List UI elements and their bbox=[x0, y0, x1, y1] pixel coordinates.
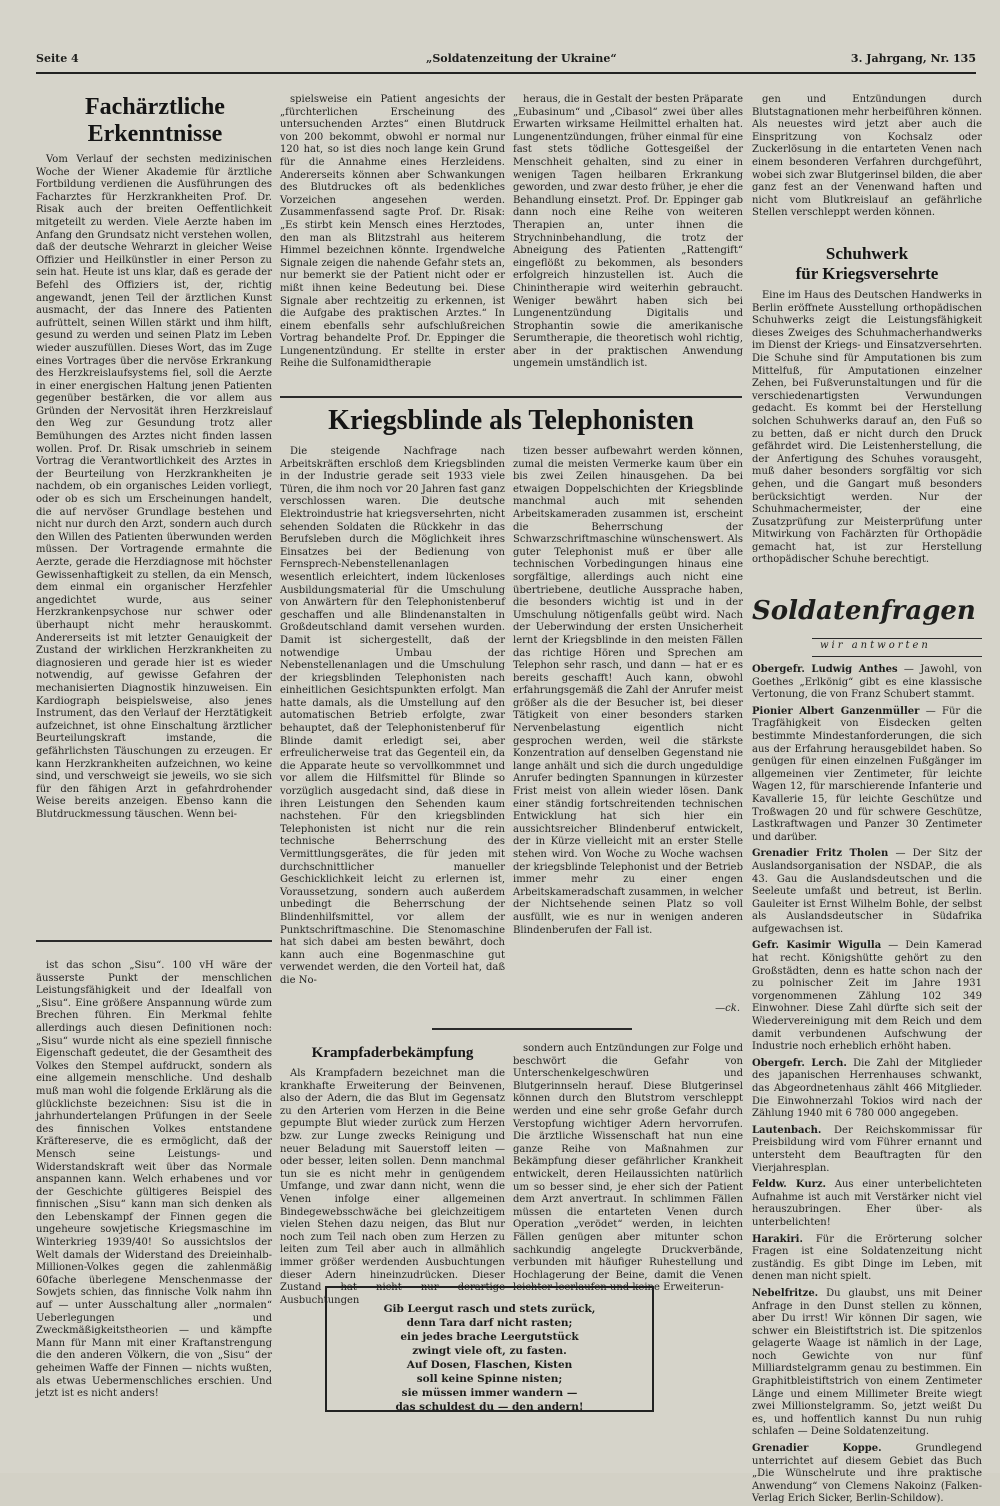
divider bbox=[812, 638, 982, 639]
headline-line: für Kriegsversehrte bbox=[795, 264, 939, 283]
poem-box bbox=[325, 1286, 654, 1412]
article-headline-schuhwerk bbox=[752, 244, 982, 284]
qa-name: Obergefr. Lerch. bbox=[752, 1057, 847, 1069]
poem-line: denn Tara darf nicht rasten; bbox=[406, 1317, 573, 1329]
qa-answer: Grundlegend unterrichtet auf diesem Gebiet das Buch „Die Wünschelrute und ihre praktische Anwendung“ von Clemens Nakoinz (Falken-Verlag Erich Sicker, Berlin-Schildow). bbox=[752, 1443, 982, 1505]
article-text: heraus, die in Gestalt der besten Präparate „Eubasinum“ und „Cibasol“ zwei über alles Erwarten wirksame Heilmittel erhalten hat. Lungenentzündungen, früher einmal für eine fast stets tödliche Gottesgeißel der Menschheit gehalten, sind zu einer in wenigen Tagen heilbaren Erkrankung geworden, und zwar desto früher, je eher die Behandlung einsetzt. Prof. Dr. Eppinger gab dann noch eine Reihe von weiteren Therapien an, unter ihnen die Strychninbehandlung, die trotz der Abneigung des Patienten „Rattengift“ eingeflößt zu bekommen, als besonders erfolgreich hinzustellen ist. Auch die Chinintherapie wird weiterhin gebraucht. Weniger bewährt haben sich bei Lungenentzündung Digitalis und Strophantin sowie die amerikanische Serumtherapie, die theoretisch wohl richtig, aber in der praktischen Anwendung ungemein umständlich ist. bbox=[513, 94, 743, 370]
article-text: sondern auch Entzündungen zur Folge und beschwört die Gefahr von Unterschenkelgeschwüren und Blutgerinnseln herauf. Diese Blutgerinsel können durch den Blutstrom verschleppt werden und eine sehr große Gefahr durch Verstopfung wichtiger Adern hervorrufen. Die ärztliche Wissenschaft hat nun eine ganze Reihe von Maßnahmen zur Bekämpfung dieser gefährlicher Krankheit entwickelt, deren Heilaussichten natürlich um so besser sind, je eher sich der Patient dem Arzt anvertraut. In schlimmen Fällen müssen die entarteten Venen durch Operation „verödet“ werden, in leichten Fällen genügen aber mitunter schon sachkundig angelegte Druckverbände, verbunden mit häufiger Ruhestellung und Hochlagerung der Beine, damit die Venen leichter leerlaufen und keine Erweiterun- bbox=[513, 1043, 743, 1294]
newspaper-name: „Soldatenzeitung der Ukraine“ bbox=[426, 52, 617, 65]
article-text: Als Krampfadern bezeichnet man die krankhafte Erweiterung der Beinvenen, also der Adern, die das Blut im Gegensatz zu den Arterien vom Herzen in die Beine gepumpte Blut wieder zurück zum Herzen bzw. zur Lunge zwecks Reinigung und neuer Beladung mit Sauerstoff leiten — oder besser, leiten sollen. Denn manchmal tun sie es nicht mehr in genügendem Umfange, und zwar dann nicht, wenn die Venen infolge einer allgemeinen Bindegewebsschwäche bei gleichzeitigem vielen Stehen dazu neigen, das Blut nur noch zum Teil nach oben zum Herzen zu leiten zum Teil aber auch in allmählich immer größer werdenden Ausbuchtungen dieser Adern hineinzudrücken. Dieser Zustand hat nicht nur derartige Ausbuchtungen bbox=[280, 1068, 505, 1306]
qa-name: Feldw. Kurz. bbox=[752, 1179, 827, 1191]
section-subtitle: wir antworten bbox=[820, 640, 931, 651]
qa-item bbox=[752, 1125, 982, 1175]
poem-text bbox=[341, 1302, 638, 1414]
qa-name: Nebelfritze. bbox=[752, 1287, 819, 1299]
article-text: spielsweise ein Patient angesichts der „fürchterlichen Erscheinung des untersuchenden Arztes“ einen Blutdruck von 200 bekommt, obwohl er normal nur 120 hat, so ist dies noch lange kein Grund für die Annahme eines Herzleidens. Andererseits können aber Schwankungen des Blutdruckes oft als bedenkliches Vorzeichen angesehen werden. Zusammenfassend sagte Prof. Dr. Risak: „Es stirbt kein Mensch eines Herztodes, den man als Blitzstrahl aus heiterem Himmel bezeichnen könnte. Irgendwelche Signale zeigen die nahende Gefahr stets an, nur bemerkt sie der Patient nicht oder er mißt ihnen keine Bedeutung bei. Diese Signale aber rechtzeitig zu erkennen, ist die Aufgabe des praktischen Arztes.“ In einem ebenfalls sehr aufschlußreichen Vortrag behandelte Prof. Dr. Eppinger die Lungenentzündung. Er stellte in erster Reihe die Sulfonamidtherapie bbox=[280, 94, 505, 370]
qa-name: Grenadier Koppe. bbox=[752, 1443, 882, 1455]
qa-name: Harakiri. bbox=[752, 1233, 803, 1245]
article-text: Die steigende Nachfrage nach Arbeitskräften erschloß dem Kriegsblinden in der Industrie gerade seit 1933 viele Türen, die ihm noch vor 20 Jahren fast ganz verschlossen waren. Die deutsche Elektroindustrie hat kriegsversehrten, nicht sehenden Soldaten die Rückkehr in das Berufsleben durch die Möglichkeit ihres Einsatzes bei der Bedienung von Fernsprech-Nebenstellenanlagen wesentlich erleichtert, indem lückenloses Ausbildungsmaterial für die Umschulung von Anwärtern für den Telephonistenberuf geschaffen und alle Blindenanstalten in Großdeutschland damit versehen wurden. Damit ist sichergestellt, daß der notwendige Umbau der Nebenstellenanlagen und die Umschulung der kriegsblinden Telephonisten nach einheitlichen Gesichtspunkten erfolgt. Man hatte damals, als die Umstellung auf den automatischen Betrieb erfolgte, zwar behauptet, daß der Telephonistenberuf für Blinde damit erledigt sei, aber erfreulicherweise trat das Gegenteil ein, da die Apparate heute so vervollkommnet und vor allem die Hilfsmittel für Blinde so vorzüglich ausgedacht sind, daß diese in ihren Leistungen den Sehenden kaum nachstehen. Für den kriegsblinden Telephonisten ist nicht nur die rein technische Beherrschung des Vermittlungsgerätes, die für jeden mit durchschnittlicher manueller Geschicklichkeit leicht zu erlernen ist, Voraussetzung, sondern auch außerdem unbedingt die Beherrschung der Blindenhilfsmittel, vor allem der Punktschriftmaschine. Die Stenomaschine hat sich dabei am besten bewährt, doch kann auch eine Bogenmaschine gut verwendet werden, die den Vorteil hat, daß die No- bbox=[280, 446, 505, 986]
poem-line: Auf Dosen, Flaschen, Kisten bbox=[406, 1359, 573, 1371]
poem-line: sie müssen immer wandern — bbox=[401, 1387, 578, 1399]
qa-name: Gefr. Kasimir Wigulla bbox=[752, 940, 882, 952]
article-column bbox=[280, 446, 505, 1016]
soldatenfragen-heading bbox=[752, 596, 982, 636]
qa-name: Grenadier Fritz Tholen bbox=[752, 848, 889, 860]
article-column bbox=[513, 1043, 743, 1294]
qa-item bbox=[752, 664, 982, 702]
article-column bbox=[752, 290, 982, 580]
qa-answer: — Dein Kamerad hat recht. Königshütte gehört zu den Großstädten, denn es hatte schon nach der zu polnischer Zeit im Jahre 1931 vorgenommenen Zählung 102 349 Einwohner. Diese Zahl dürfte sich seit der Wiedervereinigung mit dem Reich und dem damit verbundenen Aufschwung der Industrie noch erheblich erhöht haben. bbox=[752, 940, 982, 1053]
qa-item bbox=[752, 1179, 982, 1229]
article-headline-fachaerztliche bbox=[40, 94, 270, 148]
qa-answer: Du glaubst, uns mit Deiner Anfrage in den Dunst stellen zu können, aber Du irrst! Wir können Dir sagen, wie schwer ein Bleistiftstrich ist. Die spitzenlos gelagerte Waage ist nämlich in der Lage, noch Gewichte von nur fünf Milliardstelgramm genau zu bestimmen. Ein Graphitbleistiftstrich von einem Zentimeter Länge und einem Millimeter Breite wiegt zwei Millionstelgramm. So, jetzt weißt Du es, und hoffentlich kannst Du nun ruhig schlafen — Deine Soldatenzeitung. bbox=[752, 1287, 982, 1438]
poem-line: zwingt viele oft, zu fasten. bbox=[412, 1345, 567, 1357]
qa-name: Obergefr. Ludwig Anthes bbox=[752, 664, 898, 675]
qa-answer: — Jawohl, von Goethes „Erlkönig“ gibt es eine klassische Vertonung, die von Franz Schubert stammt. bbox=[752, 664, 982, 701]
article-column bbox=[752, 94, 982, 232]
section-title: Soldatenfragen bbox=[752, 596, 976, 626]
qa-answer: Der Reichskommissar für Preisbildung wird vom Führer ernannt und untersteht dem Beauftragten für den Vierjahresplan. bbox=[752, 1124, 983, 1174]
author-signature: —ck. bbox=[715, 1003, 740, 1014]
article-headline-krampfader: Krampfaderbekämpfung bbox=[311, 1045, 474, 1061]
headline-line: Schuhwerk bbox=[825, 244, 909, 263]
qa-item bbox=[752, 706, 982, 845]
article-text: Eine im Haus des Deutschen Handwerks in Berlin eröffnete Ausstellung orthopädischen Schuhwerks zeigt die Leistungsfähigkeit dieses Zweiges des Schuhmacherhandwerks im Dienst der Kriegs- und Einsatzversehrten. Die Schuhe sind für Amputationen bis zum Mittelfuß, für Amputationen einzelner Zehen, bei Fußverunstaltungen und für die verschiedenartigsten Verwundungen gedacht. Es kommt bei der Herstellung solchen Schuhwerks darauf an, den Fuß so zu betten, daß er nicht durch den Druck gefährdet wird. Die Leistenherstellung, die der Anfertigung des Schuhes vorausgeht, muß daher besonders sorgfältig vor sich gehen, und die Gangart muß besonders berücksichtigt werden. Nur der Schuhmachermeister, der eine Zusatzprüfung zur Meisterprüfung unter Mitwirkung von Fachärzten für Orthopädie gemacht hat, ist zur Herstellung orthopädischer Schuhe berechtigt. bbox=[752, 290, 982, 566]
qa-item bbox=[752, 1288, 982, 1439]
article-text: ist das schon „Sisu“. 100 vH wäre der äusserste Punkt der menschlichen Leistungsfähigkeit und der Idealfall von „Sisu“. Eine größere Anspannung würde zum Brechen führen. Ein Merkmal fehlte allerdings auch diesen Definitionen noch: „Sisu“ wurde nicht als eine speziell finnische Eigenschaft gedeutet, die der Gesamtheit des Volkes den Stempel aufdruckt, sondern als eine allgemein menschliche. Und deshalb muß man wohl die folgende Erklärung als die glücklichste bezeichnen: Sisu ist die in jahrhundertelangen Prüfungen in der Seele des finnischen Volkes entstandene Kräftereserve, die es ermöglicht, daß der Mensch seine Leistungs- und Widerstandskraft weit über das Normale anspannen kann. Welch erhabenes und vor der Geschichte gültigeres Beispiel des finnischen „Sisu“ kann man sich denken als den Lebenskampf der Finnen gegen die ungeheure sowjetische Kriegsmaschine im Winterkrieg 1939/40! So aussichtslos der Welt damals der Widerstand des Dreieinhalb-Millionen-Volkes gegen die zahlenmäßig 60fache überlegene Menschenmasse der Sowjets schien, das finnische Volk nahm ihn auf — unter Ausschaltung aller „normalen“ Ueberlegungen und Zweckmäßigkeitstheorien — und kämpfte Mann für Mann mit einer Kraftanstrengung die den anderen Völkern, die von „Sisu“ der geheimen Waffe der Finnen — nichts wußten, als etwas Uebermenschliches erschien. Und jetzt ist es nicht anders! bbox=[36, 960, 272, 1400]
issue-info: 3. Jahrgang, Nr. 135 bbox=[850, 52, 976, 65]
headline-line: Erkenntnisse bbox=[87, 121, 223, 147]
qa-answer: Die Zahl der Mitglieder des japanischen Herrenhauses schwankt, das Abgeordnetenhaus zählt 466 Mitglieder. Die Einwohnerzahl Tokios wird nach der Zählung 1940 mit 6 780 000 angegeben. bbox=[752, 1057, 982, 1120]
qa-answer: Für die Erörterung solcher Fragen ist eine Soldatenzeitung nicht zuständig. Es gibt Dinge im Leben, mit denen man nicht spielt. bbox=[752, 1233, 982, 1283]
qa-name: Pionier Albert Ganzenmüller bbox=[752, 705, 920, 717]
page-number: Seite 4 bbox=[36, 52, 79, 65]
article-column bbox=[36, 154, 272, 934]
poem-line: soll keine Spinne nisten; bbox=[416, 1373, 563, 1385]
article-column bbox=[280, 94, 505, 392]
poem-line: ein jedes brache Leergutstück bbox=[400, 1331, 579, 1343]
qa-answer: — Der Sitz der Auslandsorganisation der NSDAP., die als 43. Gau die Auslandsdeutschen und die Seeleute umfaßt und betreut, ist Berlin. Gauleiter ist Ernst Wilhelm Bohle, der selbst als Auslandsdeutscher in Südafrika aufgewachsen ist. bbox=[752, 848, 982, 935]
page-header bbox=[36, 50, 976, 74]
qa-item bbox=[752, 848, 982, 936]
qa-item bbox=[752, 1443, 982, 1506]
article-column bbox=[513, 94, 743, 392]
divider bbox=[812, 656, 982, 657]
qa-item bbox=[752, 1234, 982, 1284]
qa-answer: — Für die Tragfähigkeit von Eisdecken gelten bestimmte Mindestanforderungen, die sich aus der Erfahrung herausgebildet haben. So genügen für einen einzelnen Fußgänger im allgemeinen vier Zentimeter, für leichte Wagen 12, für marschierende Infanterie und Kavallerie 15, für leichte Geschütze und Troßwagen 20 und für schwere Geschütze, Lastkraftwagen und Panzer 30 Zentimeter und darüber. bbox=[752, 705, 982, 843]
article-headline-kriegsblinde: Kriegsblinde als Telephonisten bbox=[328, 405, 694, 436]
article-text: gen und Entzündungen durch Blutstagnationen mehr herbeiführen können. Als neuestes wird jetzt aber auch die Einspritzung von Kochsalz oder Zuckerlösung in die entarteten Venen nach einem besonderen Verfahren durchgeführt, wobei sich zwar Blutgerinsel bilden, die aber ganz fest an der Venenwand haften und nicht vom Blutkreislauf an gefährliche Stellen verschleppt werden können. bbox=[752, 94, 982, 219]
qa-column bbox=[752, 664, 983, 1505]
qa-answer: Aus einer unterbelichteten Aufnahme ist auch mit Verstärker nicht viel herauszubringen. Eher über- als unterbelichten! bbox=[752, 1179, 982, 1228]
article-text: Vom Verlauf der sechsten medizinischen Woche der Wiener Akademie für ärztliche Fortbildung verdienen die Ausführungen des Facharztes für Herzkrankheiten Prof. Dr. Risak auch der breiten Oeffentlichkeit mitgeteilt zu werden. Viele Aerzte haben im Anfang den Grundsatz nicht verstehen wollen, daß der deutsche Wehrarzt in gleicher Weise Offizier und Heilkünstler in einer Person zu sein hat. Heute ist uns klar, daß es gerade der Befehl des Offiziers ist, der, richtig angewandt, jenen Teil der ärztlichen Kunst ausmacht, der das Innere des Patienten aufrüttelt, seinen Willen stärkt und ihm hilft, gesund zu werden und seinen Platz im Leben wieder auszufüllen. Dieses Wort, das im Zuge eines Vortrages über die nervöse Erkrankung des Herzkreislaufsystems fiel, soll die Aerzte in einer energischen Haltung jenen Patienten gegenüber bestärken, die vor allem aus Gründen der Nervosität ihren Herzkreislauf den Weg zur Gesundung trotz aller Bemühungen des Arztes nicht finden lassen wollen. Prof. Dr. Risak umschrieb in seinem Vortrag die Verantwortlichkeit des Arztes in der Beurteilung von Herzkrankheiten je nachdem, ob ein organisches Leiden vorliegt, oder ob es sich um Erscheinungen handelt, die auf nervöser Grundlage bestehen und nicht nur durch den Arzt, sondern auch durch den Willen des Patienten überwunden werden müssen. Der Vortragende ermahnte die Aerzte, gerade die Herzdiagnose mit höchster Gewissenhaftigkeit zu stellen, da ein Mensch, dem einmal ein organischer Herzfehler angedichtet wurde, aus seiner Herzkrankenpsychose nur schwer oder überhaupt nicht mehr herauskommt. Andererseits ist mit letzter Genauigkeit der Zustand der wirklichen Herzkrankheiten zu diagnosieren und gerade hier ist es wieder notwendig, auf gewisse Gefahren der mechanisierten Diagnostik hinzuweisen. Ein Kardiograph beispielsweise, also jenes Instrument, das den Verlauf der Herztätigkeit aufzeichnet, ist ohne Einschaltung ärztlicher Beurteilungskraft imstande, die gefährlichsten Täuschungen zu erzeugen. Er kann Herzkrankheiten aufzeichnen, wo keine sind, und verschweigt sie jeweils, wo sie sich für den fähigen Arzt in gefahrdrohender Weise bereits anzeigen. Ebenso kann die Blutdruckmessung täuschen. Wenn bei- bbox=[36, 154, 272, 820]
divider bbox=[280, 396, 742, 398]
qa-item bbox=[752, 940, 982, 1053]
divider bbox=[36, 940, 272, 942]
divider bbox=[432, 1028, 632, 1030]
poem-line: Gib Leergut rasch und stets zurück, bbox=[383, 1303, 596, 1315]
article-column bbox=[513, 446, 743, 1002]
poem-line: das schuldest du — den andern! bbox=[395, 1401, 584, 1413]
article-text: tizen besser aufbewahrt werden können, zumal die meisten Vermerke kaum über ein bis zwei Zeilen hinausgehen. Da bei etwaigen Doppelschichten der Kriegsblinde manchmal auch mit sehenden Arbeitskameraden zusammen ist, erscheint die Beherrschung der Schwarzschriftmaschine wünschenswert. Als guter Telephonist muß er über alle technischen Vorbedingungen hinaus eine sorgfältige, allerdings auch nicht eine übertriebene, deutliche Aussprache haben, die besonders wichtig ist und in der Umschulung nötigenfalls geübt wird. Nach der Ueberwindung der ersten Unsicherheit lernt der Kriegsblinde in den meisten Fällen das richtige Hören und Sprechen am Telephon sehr rasch, und dann — hat er es bereits geschafft! Auch kann, obwohl erfahrungsgemäß die Zahl der Anrufer meist größer als die der Besucher ist, bei dieser Tätigkeit von einer besonders starken Nervenbelastung eigentlich nicht gesprochen werden, weil die stärkste Konzentration auf denselben Gegenstand nie lange anhält und sich die durch ungeduldige Anrufer bedingten Spannungen in kürzester Frist meist von allein wieder lösen. Dank einer ständig fortschreitenden technischen Entwicklung hat sich hier ein aussichtsreicher Blindenberuf entwickelt, der in Kürze vielleicht mit an erster Stelle stehen wird. Von Woche zu Woche wachsen der kriegsblinde Telephonist und der Betrieb immer mehr zu einer engen Arbeitskameradschaft zusammen, in welcher der Nichtsehende seinen Platz so voll ausfüllt, wie es nur in wenigen anderen Blindenberufen der Fall ist. bbox=[513, 446, 743, 936]
qa-name: Lautenbach. bbox=[752, 1124, 822, 1136]
qa-item bbox=[752, 1058, 982, 1121]
article-column bbox=[36, 960, 272, 1440]
article-column bbox=[280, 1068, 505, 1306]
headline-line: Fachärztliche bbox=[85, 94, 225, 120]
